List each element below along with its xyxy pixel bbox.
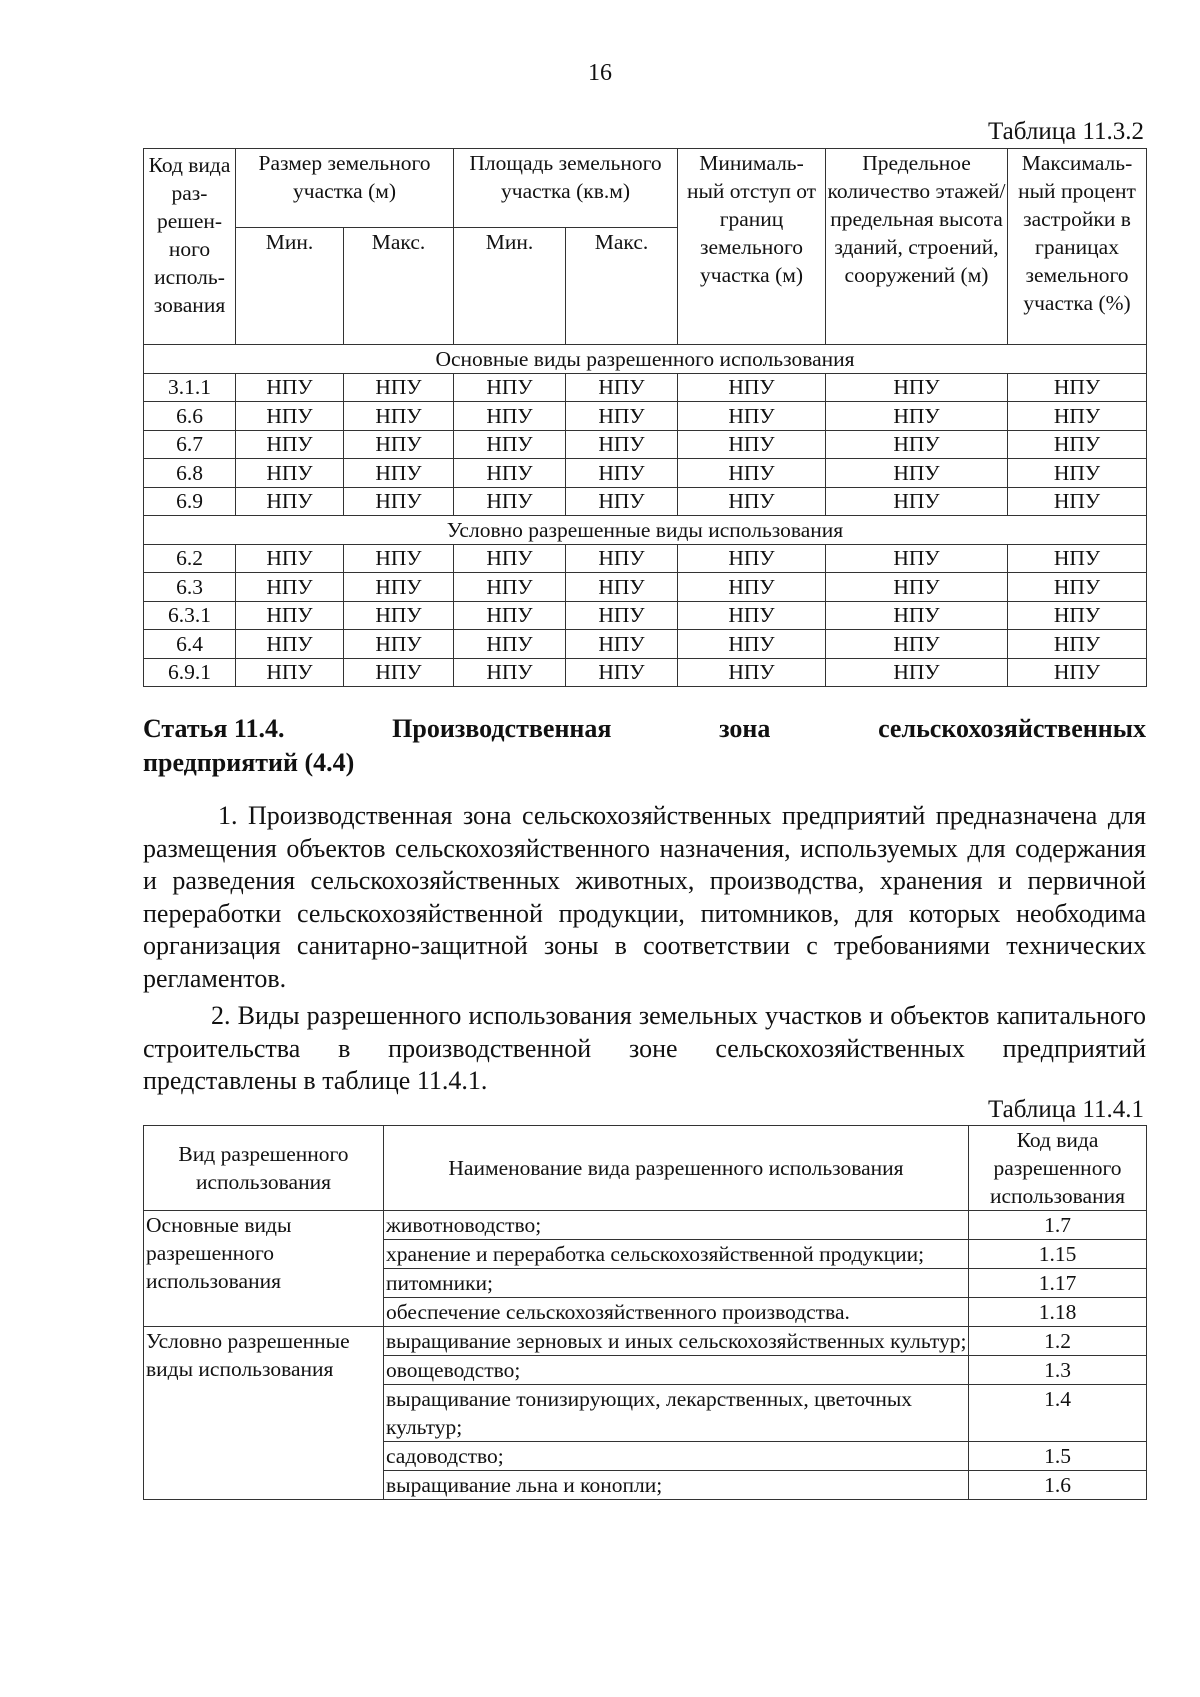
table-row: [144, 1211, 1147, 1240]
header-area-min: Мин.: [454, 228, 566, 345]
cell: НПУ: [678, 402, 826, 431]
paragraph-1: 1. Производственная зона сельскохозяйственных предприятий предназначена для размещения объектов сельскохозяйственного назначения, используемых для содержания и разведения сельскохозяйственных животных, производства, хранения и первичной переработки сельскохозяйственной продукции, питомников, для которых необходима организация санитарно-защитной зоны в соответствии с требованиями технических регламентов.: [143, 801, 1146, 993]
cell: НПУ: [1008, 373, 1147, 402]
cell: НПУ: [678, 630, 826, 659]
header-min-setback: Минималь- ный отступ от границ земельного участка (м): [678, 149, 826, 345]
cell: НПУ: [1008, 544, 1147, 573]
table-row: [144, 459, 1147, 488]
cell: НПУ: [454, 573, 566, 602]
use-name: питомники;: [384, 1269, 969, 1298]
cell: НПУ: [566, 487, 678, 516]
cell: НПУ: [826, 573, 1008, 602]
table-11-3-2-caption: Таблица 11.3.2: [988, 118, 1144, 145]
article-title-line2: предприятий (4.4): [143, 748, 355, 777]
use-name: выращивание льна и конопли;: [384, 1471, 969, 1500]
table-11-3-2: [143, 148, 1147, 687]
table-row: [144, 573, 1147, 602]
cell: НПУ: [344, 402, 454, 431]
header-use-name: Наименование вида разрешенного использования: [384, 1126, 969, 1211]
use-code: 1.5: [969, 1442, 1147, 1471]
category-main: Основные виды разрешенного использования: [144, 1211, 384, 1327]
cell: НПУ: [344, 487, 454, 516]
header-area-max: Макс.: [566, 228, 678, 345]
table-11-4-1-caption: Таблица 11.4.1: [988, 1096, 1144, 1123]
cell: НПУ: [344, 544, 454, 573]
cell: НПУ: [1008, 658, 1147, 687]
cell: НПУ: [566, 373, 678, 402]
cell: НПУ: [678, 459, 826, 488]
cell: НПУ: [678, 573, 826, 602]
row-code: 6.8: [144, 459, 236, 488]
cell: НПУ: [566, 601, 678, 630]
cell: НПУ: [1008, 459, 1147, 488]
cell: НПУ: [454, 601, 566, 630]
cell: НПУ: [236, 630, 344, 659]
section-main-uses: Основные виды разрешенного использования: [144, 345, 1147, 374]
table-11-4-1: [143, 1125, 1147, 1500]
table-row: [144, 630, 1147, 659]
cell: НПУ: [454, 544, 566, 573]
cell: НПУ: [826, 430, 1008, 459]
row-code: 6.3.1: [144, 601, 236, 630]
use-code: 1.7: [969, 1211, 1147, 1240]
cell: НПУ: [344, 573, 454, 602]
cell: НПУ: [344, 630, 454, 659]
cell: НПУ: [678, 658, 826, 687]
article-title-part: сельскохозяйственных: [878, 714, 1146, 743]
use-name: выращивание тонизирующих, лекарственных, цветочных культур;: [384, 1385, 969, 1442]
table-row: [144, 487, 1147, 516]
cell: НПУ: [826, 459, 1008, 488]
row-code: 6.9: [144, 487, 236, 516]
cell: НПУ: [236, 430, 344, 459]
row-code: 6.2: [144, 544, 236, 573]
cell: НПУ: [826, 630, 1008, 659]
header-plot-area: Площадь земельного участка (кв.м): [454, 149, 678, 228]
cell: НПУ: [826, 544, 1008, 573]
use-code: 1.3: [969, 1356, 1147, 1385]
use-code: 1.17: [969, 1269, 1147, 1298]
article-title-part: зона: [719, 714, 771, 743]
cell: НПУ: [826, 402, 1008, 431]
paragraph-2: 2. Виды разрешенного использования земельных участков и объектов капитального строительства в производственной зоне сельскохозяйственных предприятий представлены в таблице 11.4.1.: [143, 1001, 1146, 1095]
cell: НПУ: [454, 658, 566, 687]
row-code: 3.1.1: [144, 373, 236, 402]
cell: НПУ: [236, 373, 344, 402]
table-row: [144, 601, 1147, 630]
cell: НПУ: [454, 373, 566, 402]
use-code: 1.15: [969, 1240, 1147, 1269]
cell: НПУ: [236, 459, 344, 488]
cell: НПУ: [344, 601, 454, 630]
cell: НПУ: [566, 544, 678, 573]
cell: НПУ: [566, 430, 678, 459]
table-row: [144, 373, 1147, 402]
header-max-floors: Предельное количество этажей/ предельная высота зданий, строений, сооружений (м): [826, 149, 1008, 345]
use-code: 1.6: [969, 1471, 1147, 1500]
table-row: [144, 544, 1147, 573]
cell: НПУ: [454, 459, 566, 488]
cell: НПУ: [678, 487, 826, 516]
cell: НПУ: [1008, 573, 1147, 602]
cell: НПУ: [1008, 402, 1147, 431]
article-title-part: Статья 11.4.: [143, 714, 285, 743]
row-code: 6.9.1: [144, 658, 236, 687]
cell: НПУ: [826, 487, 1008, 516]
article-title-part: Производственная: [392, 714, 612, 743]
use-name: выращивание зерновых и иных сельскохозяйственных культур;: [384, 1327, 969, 1356]
cell: НПУ: [566, 658, 678, 687]
cell: НПУ: [566, 573, 678, 602]
cell: НПУ: [566, 459, 678, 488]
header-size-max: Макс.: [344, 228, 454, 345]
cell: НПУ: [826, 658, 1008, 687]
header-max-coverage: Максималь- ный процент застройки в границах земельного участка (%): [1008, 149, 1147, 345]
cell: НПУ: [1008, 601, 1147, 630]
table-row: [144, 1327, 1147, 1356]
header-use-type: Вид разрешенного использования: [144, 1126, 384, 1211]
use-name: хранение и переработка сельскохозяйственной продукции;: [384, 1240, 969, 1269]
article-title: [143, 712, 1146, 780]
page-number: 16: [588, 60, 612, 86]
table-row: [144, 430, 1147, 459]
cell: НПУ: [1008, 630, 1147, 659]
table-row: [144, 402, 1147, 431]
cell: НПУ: [678, 601, 826, 630]
cell: НПУ: [236, 487, 344, 516]
category-conditional: Условно разрешенные виды использования: [144, 1327, 384, 1500]
cell: НПУ: [1008, 430, 1147, 459]
cell: НПУ: [454, 402, 566, 431]
use-code: 1.2: [969, 1327, 1147, 1356]
row-code: 6.3: [144, 573, 236, 602]
cell: НПУ: [454, 430, 566, 459]
header-use-code: Код вида разрешенного использования: [969, 1126, 1147, 1211]
cell: НПУ: [678, 430, 826, 459]
use-name: садоводство;: [384, 1442, 969, 1471]
cell: НПУ: [236, 601, 344, 630]
header-size-min: Мин.: [236, 228, 344, 345]
cell: НПУ: [454, 487, 566, 516]
use-code: 1.4: [969, 1385, 1147, 1442]
row-code: 6.6: [144, 402, 236, 431]
cell: НПУ: [344, 459, 454, 488]
cell: НПУ: [344, 658, 454, 687]
header-plot-size: Размер земельного участка (м): [236, 149, 454, 228]
cell: НПУ: [344, 373, 454, 402]
header-code: Код вида раз- решен- ного исполь- зования: [144, 149, 236, 345]
cell: НПУ: [826, 601, 1008, 630]
table-row: [144, 658, 1147, 687]
cell: НПУ: [454, 630, 566, 659]
cell: НПУ: [1008, 487, 1147, 516]
cell: НПУ: [566, 630, 678, 659]
cell: НПУ: [236, 544, 344, 573]
use-name: овощеводство;: [384, 1356, 969, 1385]
row-code: 6.4: [144, 630, 236, 659]
use-name: обеспечение сельскохозяйственного производства.: [384, 1298, 969, 1327]
use-code: 1.18: [969, 1298, 1147, 1327]
cell: НПУ: [826, 373, 1008, 402]
cell: НПУ: [678, 544, 826, 573]
section-conditional-uses: Условно разрешенные виды использования: [144, 516, 1147, 545]
cell: НПУ: [678, 373, 826, 402]
cell: НПУ: [236, 402, 344, 431]
row-code: 6.7: [144, 430, 236, 459]
cell: НПУ: [566, 402, 678, 431]
cell: НПУ: [236, 573, 344, 602]
cell: НПУ: [236, 658, 344, 687]
cell: НПУ: [344, 430, 454, 459]
use-name: животноводство;: [384, 1211, 969, 1240]
